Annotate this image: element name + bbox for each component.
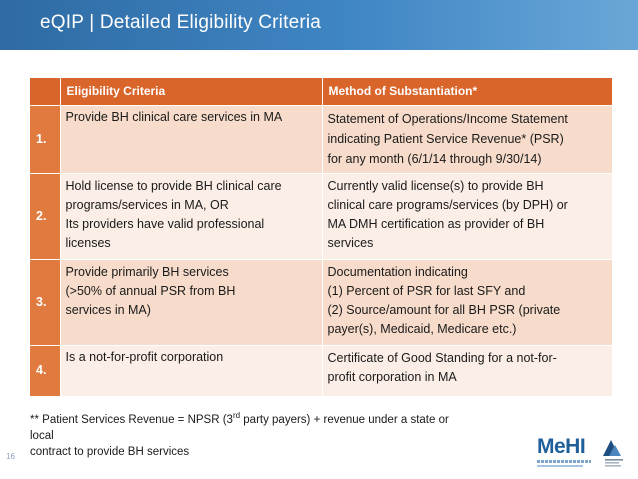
method-line: Certificate of Good Standing for a not-for-	[327, 351, 557, 365]
mehi-logo-wordmark: MeHI	[537, 435, 586, 458]
table-header-row	[30, 78, 612, 106]
criteria-line: Hold license to provide BH clinical care	[65, 179, 282, 193]
footnote-superscript: rd	[232, 411, 241, 420]
method-line: for any month (6/1/14 through 9/30/14)	[327, 152, 542, 166]
method-line: (1) Percent of PSR for last SFY and	[327, 284, 526, 298]
criteria-cell	[60, 106, 322, 174]
slide-title: eQIP | Detailed Eligibility Criteria	[40, 12, 322, 33]
footnote-text: ** Patient Services Revenue = NPSR (3	[30, 413, 233, 426]
row-number: 2.	[30, 174, 60, 260]
row-number: 3.	[30, 260, 60, 346]
mehi-logo	[537, 436, 593, 468]
table-row	[30, 106, 612, 174]
method-line: indicating Patient Service Revenue* (PSR)	[327, 132, 564, 146]
footnote-text: party payers) + revenue under a state or local	[30, 413, 449, 442]
criteria-line: services in MA)	[65, 303, 151, 317]
table-row	[30, 346, 612, 396]
criteria-line: licenses	[65, 236, 111, 250]
method-line: Documentation indicating	[327, 265, 468, 279]
method-cell	[322, 260, 612, 346]
partner-logo-icon	[597, 436, 631, 470]
criteria-line: Its providers have valid professional	[65, 217, 265, 231]
method-line: MA DMH certification as provider of BH	[327, 217, 545, 231]
slide-header	[0, 0, 638, 50]
criteria-cell	[60, 260, 322, 346]
footnote-line	[30, 408, 450, 444]
criteria-line: Is a not-for-profit corporation	[65, 350, 224, 364]
table-row	[30, 174, 612, 260]
criteria-cell	[60, 346, 322, 396]
column-header-method: Method of Substantiation*	[322, 78, 612, 106]
method-line: Currently valid license(s) to provide BH	[327, 179, 544, 193]
method-line: (2) Source/amount for all BH PSR (private	[327, 303, 561, 317]
criteria-line: (>50% of annual PSR from BH	[65, 284, 236, 298]
logo-subline	[537, 465, 583, 467]
method-line: services	[327, 236, 374, 250]
method-line: Statement of Operations/Income Statement	[327, 112, 568, 126]
footnote	[30, 408, 450, 460]
table-row	[30, 260, 612, 346]
row-number: 4.	[30, 346, 60, 396]
criteria-line: programs/services in MA, OR	[65, 198, 229, 212]
eligibility-table	[30, 78, 612, 396]
page-number: 16	[6, 452, 15, 461]
method-line: profit corporation in MA	[327, 370, 457, 384]
method-cell	[322, 346, 612, 396]
criteria-line: Provide BH clinical care services in MA	[65, 110, 283, 124]
method-cell	[322, 174, 612, 260]
column-header-number	[30, 78, 60, 106]
method-line: payer(s), Medicaid, Medicare etc.)	[327, 322, 517, 336]
method-line: clinical care programs/services (by DPH) or	[327, 198, 568, 212]
logo-subline	[537, 460, 591, 463]
partner-logo-graphic	[597, 436, 631, 470]
criteria-cell	[60, 174, 322, 260]
footnote-line: contract to provide BH services	[30, 445, 190, 458]
row-number: 1.	[30, 106, 60, 174]
method-cell	[322, 106, 612, 174]
column-header-criteria: Eligibility Criteria	[60, 78, 322, 106]
criteria-line: Provide primarily BH services	[65, 265, 229, 279]
